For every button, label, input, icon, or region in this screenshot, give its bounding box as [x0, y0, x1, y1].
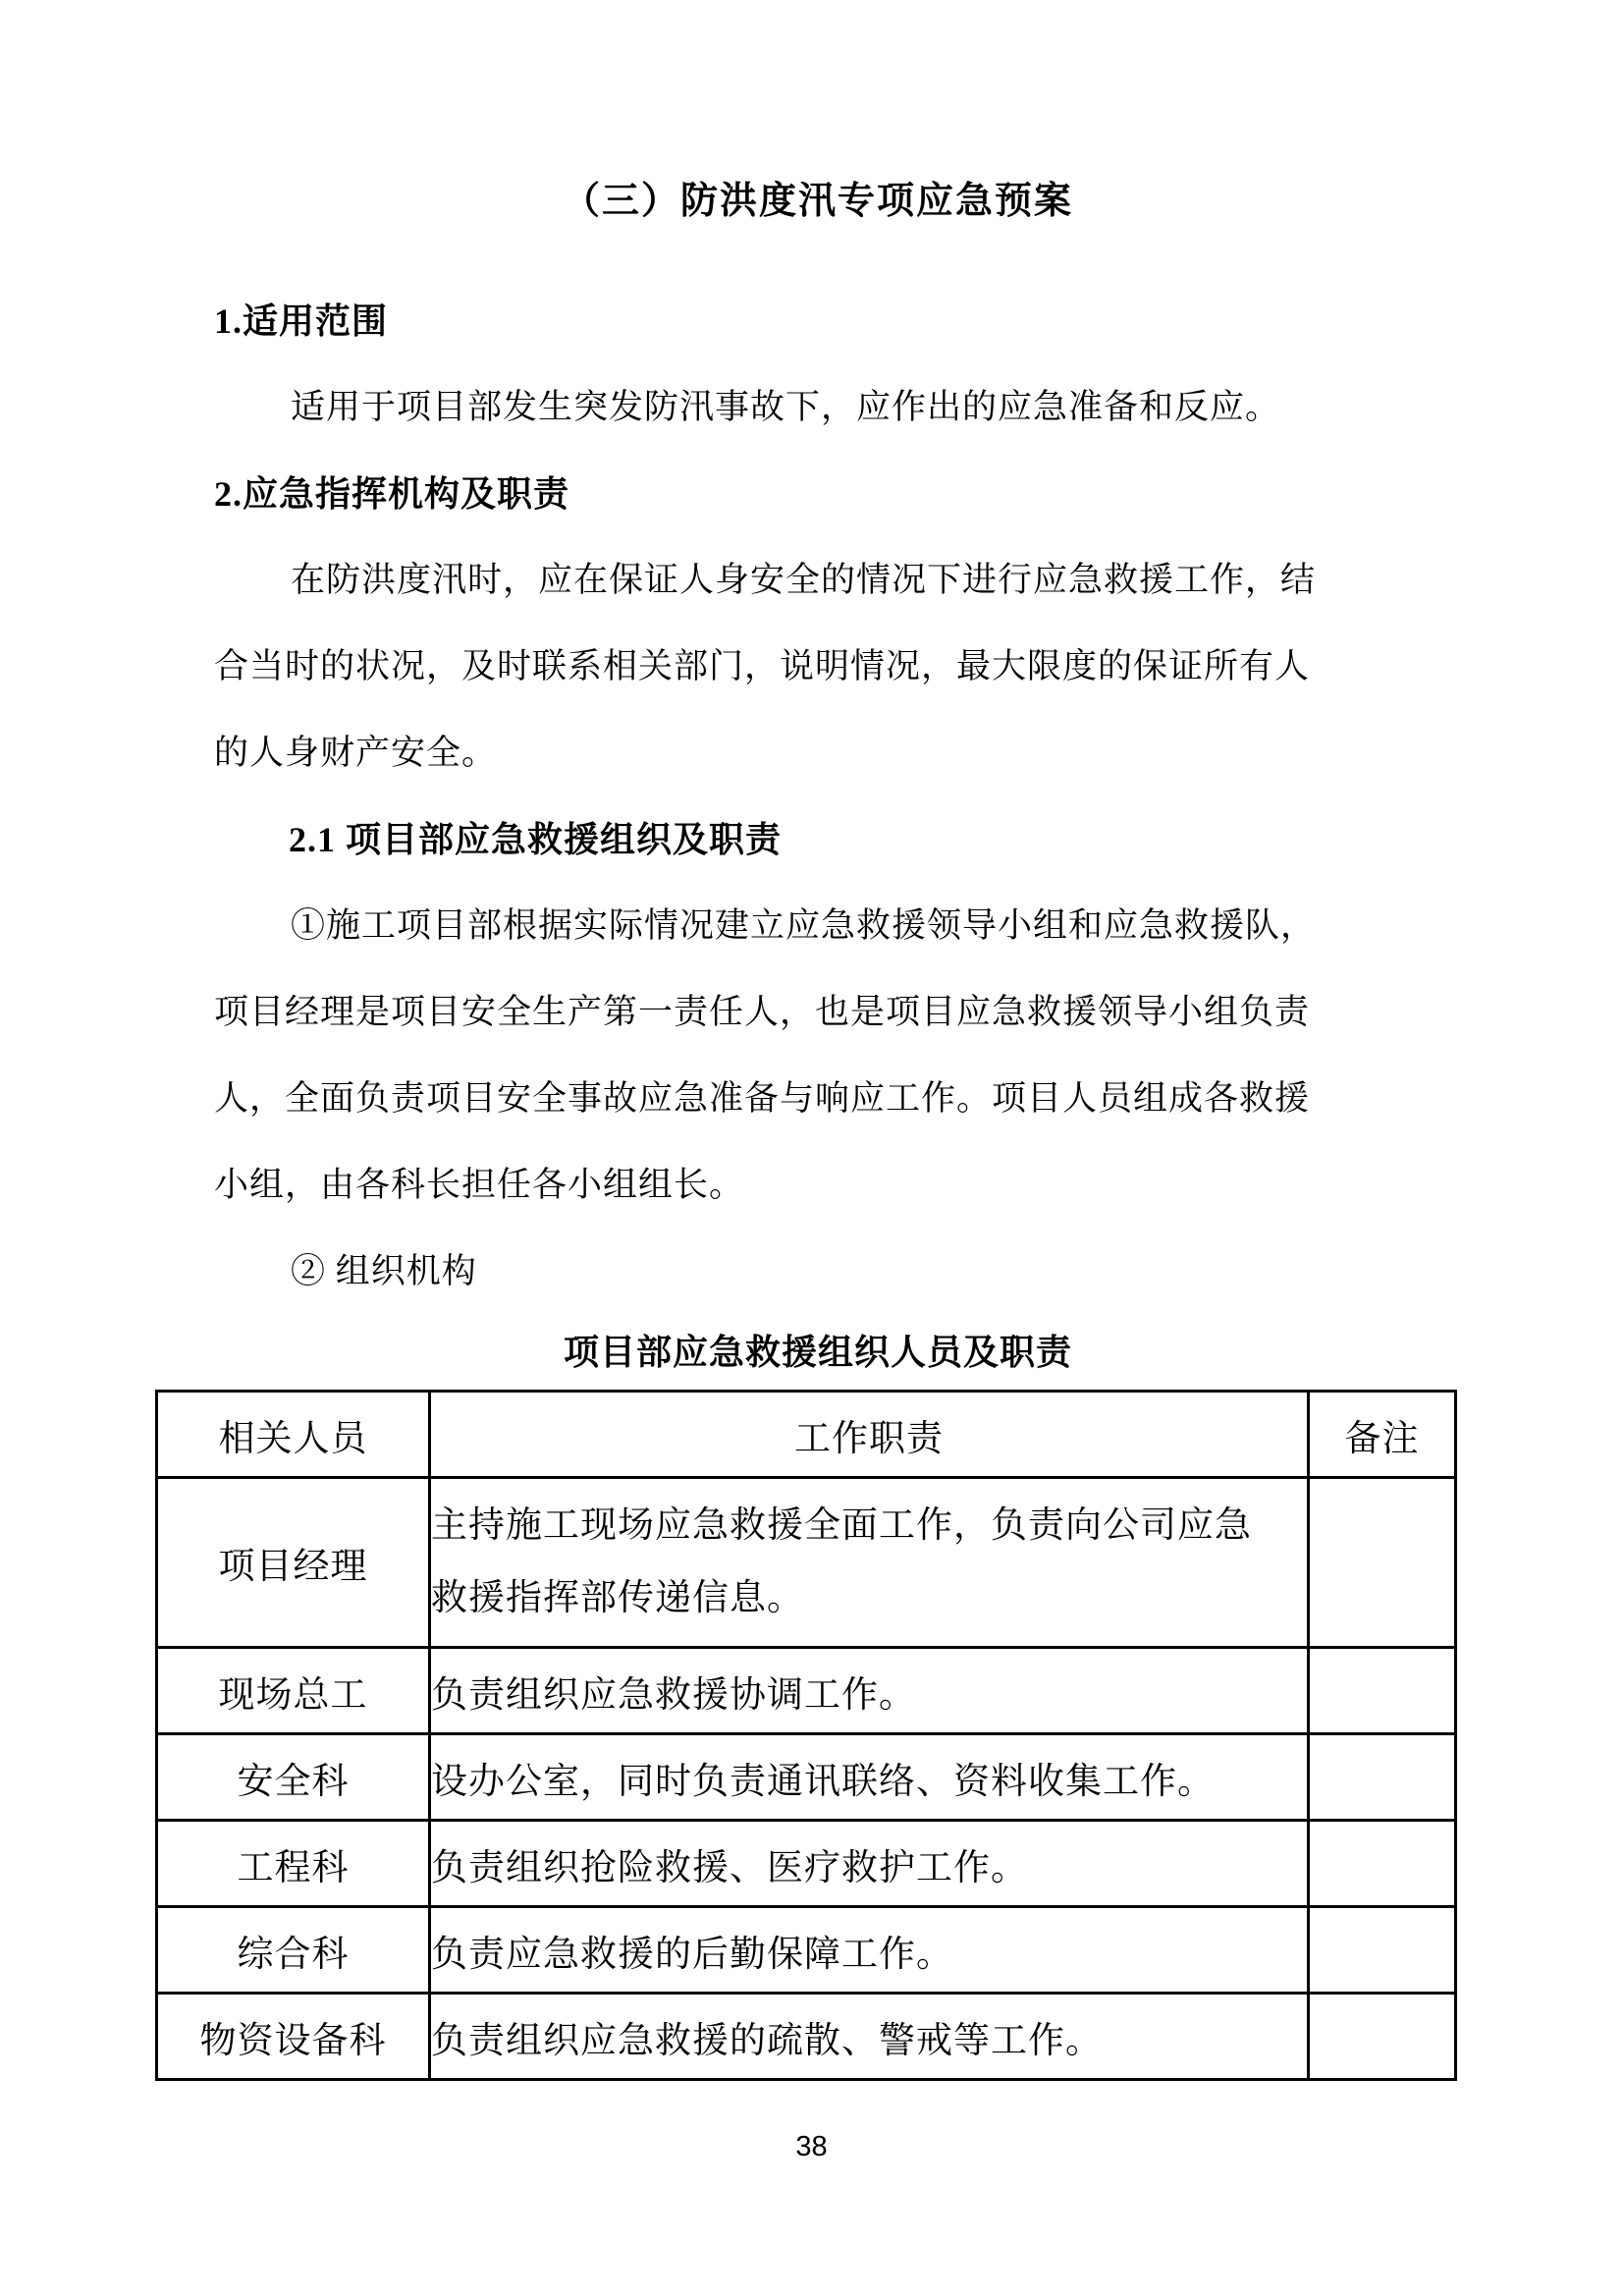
section-1-heading: 1.适用范围 [214, 301, 389, 341]
section-1-paragraph [214, 364, 1422, 451]
duty-line: 救援指挥部传递信息。 [431, 1578, 804, 1618]
document-title: （三）防洪度汛专项应急预案 [562, 181, 1073, 222]
table-row [157, 1734, 1456, 1821]
section-2-paragraph [214, 537, 1422, 796]
org-table [155, 1390, 1457, 2081]
col-header-duty: 工作职责 [430, 1392, 1309, 1478]
col-header-person: 相关人员 [157, 1392, 430, 1478]
document-content [199, 158, 1422, 2081]
duty-line: 设办公室，同时负责通讯联络、资料收集工作。 [431, 1761, 1215, 1802]
duty-cell [430, 1821, 1309, 1907]
org-table-title: 项目部应急救援组织人员及职责 [563, 1333, 1072, 1372]
table-row [157, 1821, 1456, 1907]
person-cell: 安全科 [157, 1734, 430, 1821]
table-row [157, 1478, 1456, 1648]
paragraph-line: 适用于项目部发生突发防汛事故下，应作出的应急准备和反应。 [291, 388, 1281, 426]
duty-cell [430, 1734, 1309, 1821]
paragraph-line: 在防洪度汛时，应在保证人身安全的情况下进行应急救援工作，结 [291, 561, 1317, 599]
section-2-1-paragraph [214, 883, 1422, 1229]
note-cell [1309, 1648, 1456, 1734]
note-cell [1309, 1478, 1456, 1648]
duty-cell [430, 1907, 1309, 1994]
paragraph-line: 合当时的状况，及时联系相关部门，说明情况，最大限度的保证所有人 [214, 647, 1311, 685]
table-header-row [157, 1392, 1456, 1478]
note-cell [1309, 1734, 1456, 1821]
duty-line: 负责应急救援的后勤保障工作。 [431, 1934, 953, 1975]
org-structure-item: ② 组织机构 [291, 1252, 477, 1290]
table-row [157, 1648, 1456, 1734]
person-cell: 项目经理 [157, 1478, 430, 1648]
duty-cell [430, 1478, 1309, 1648]
person-cell: 综合科 [157, 1907, 430, 1994]
note-cell [1309, 1994, 1456, 2080]
section-2-1-heading: 2.1 项目部应急救援组织及职责 [289, 820, 783, 859]
table-row [157, 1907, 1456, 1994]
page-number: 38 [795, 2131, 828, 2162]
duty-line: 负责组织应急救援的疏散、警戒等工作。 [431, 2020, 1103, 2061]
paragraph-line: ①施工项目部根据实际情况建立应急救援领导小组和应急救援队， [291, 906, 1317, 945]
note-cell [1309, 1907, 1456, 1994]
duty-line: 负责组织抢险救援、医疗救护工作。 [431, 1847, 1028, 1888]
note-cell [1309, 1821, 1456, 1907]
person-cell: 物资设备科 [157, 1994, 430, 2080]
person-cell: 工程科 [157, 1821, 430, 1907]
person-cell: 现场总工 [157, 1648, 430, 1734]
duty-line: 负责组织应急救援协调工作。 [431, 1674, 916, 1716]
section-2-heading: 2.应急指挥机构及职责 [214, 474, 570, 514]
paragraph-line: 人，全面负责项目安全事故应急准备与响应工作。项目人员组成各救援 [214, 1079, 1311, 1118]
duty-line: 主持施工现场应急救援全面工作，负责向公司应急 [431, 1505, 1252, 1546]
duty-cell [430, 1648, 1309, 1734]
paragraph-line: 的人身财产安全。 [214, 734, 498, 772]
table-row [157, 1994, 1456, 2080]
paragraph-line: 项目经理是项目安全生产第一责任人，也是项目应急救援领导小组负责 [214, 993, 1311, 1031]
duty-cell [430, 1994, 1309, 2080]
col-header-note: 备注 [1309, 1392, 1456, 1478]
paragraph-line: 小组，由各科长担任各小组组长。 [214, 1166, 745, 1204]
